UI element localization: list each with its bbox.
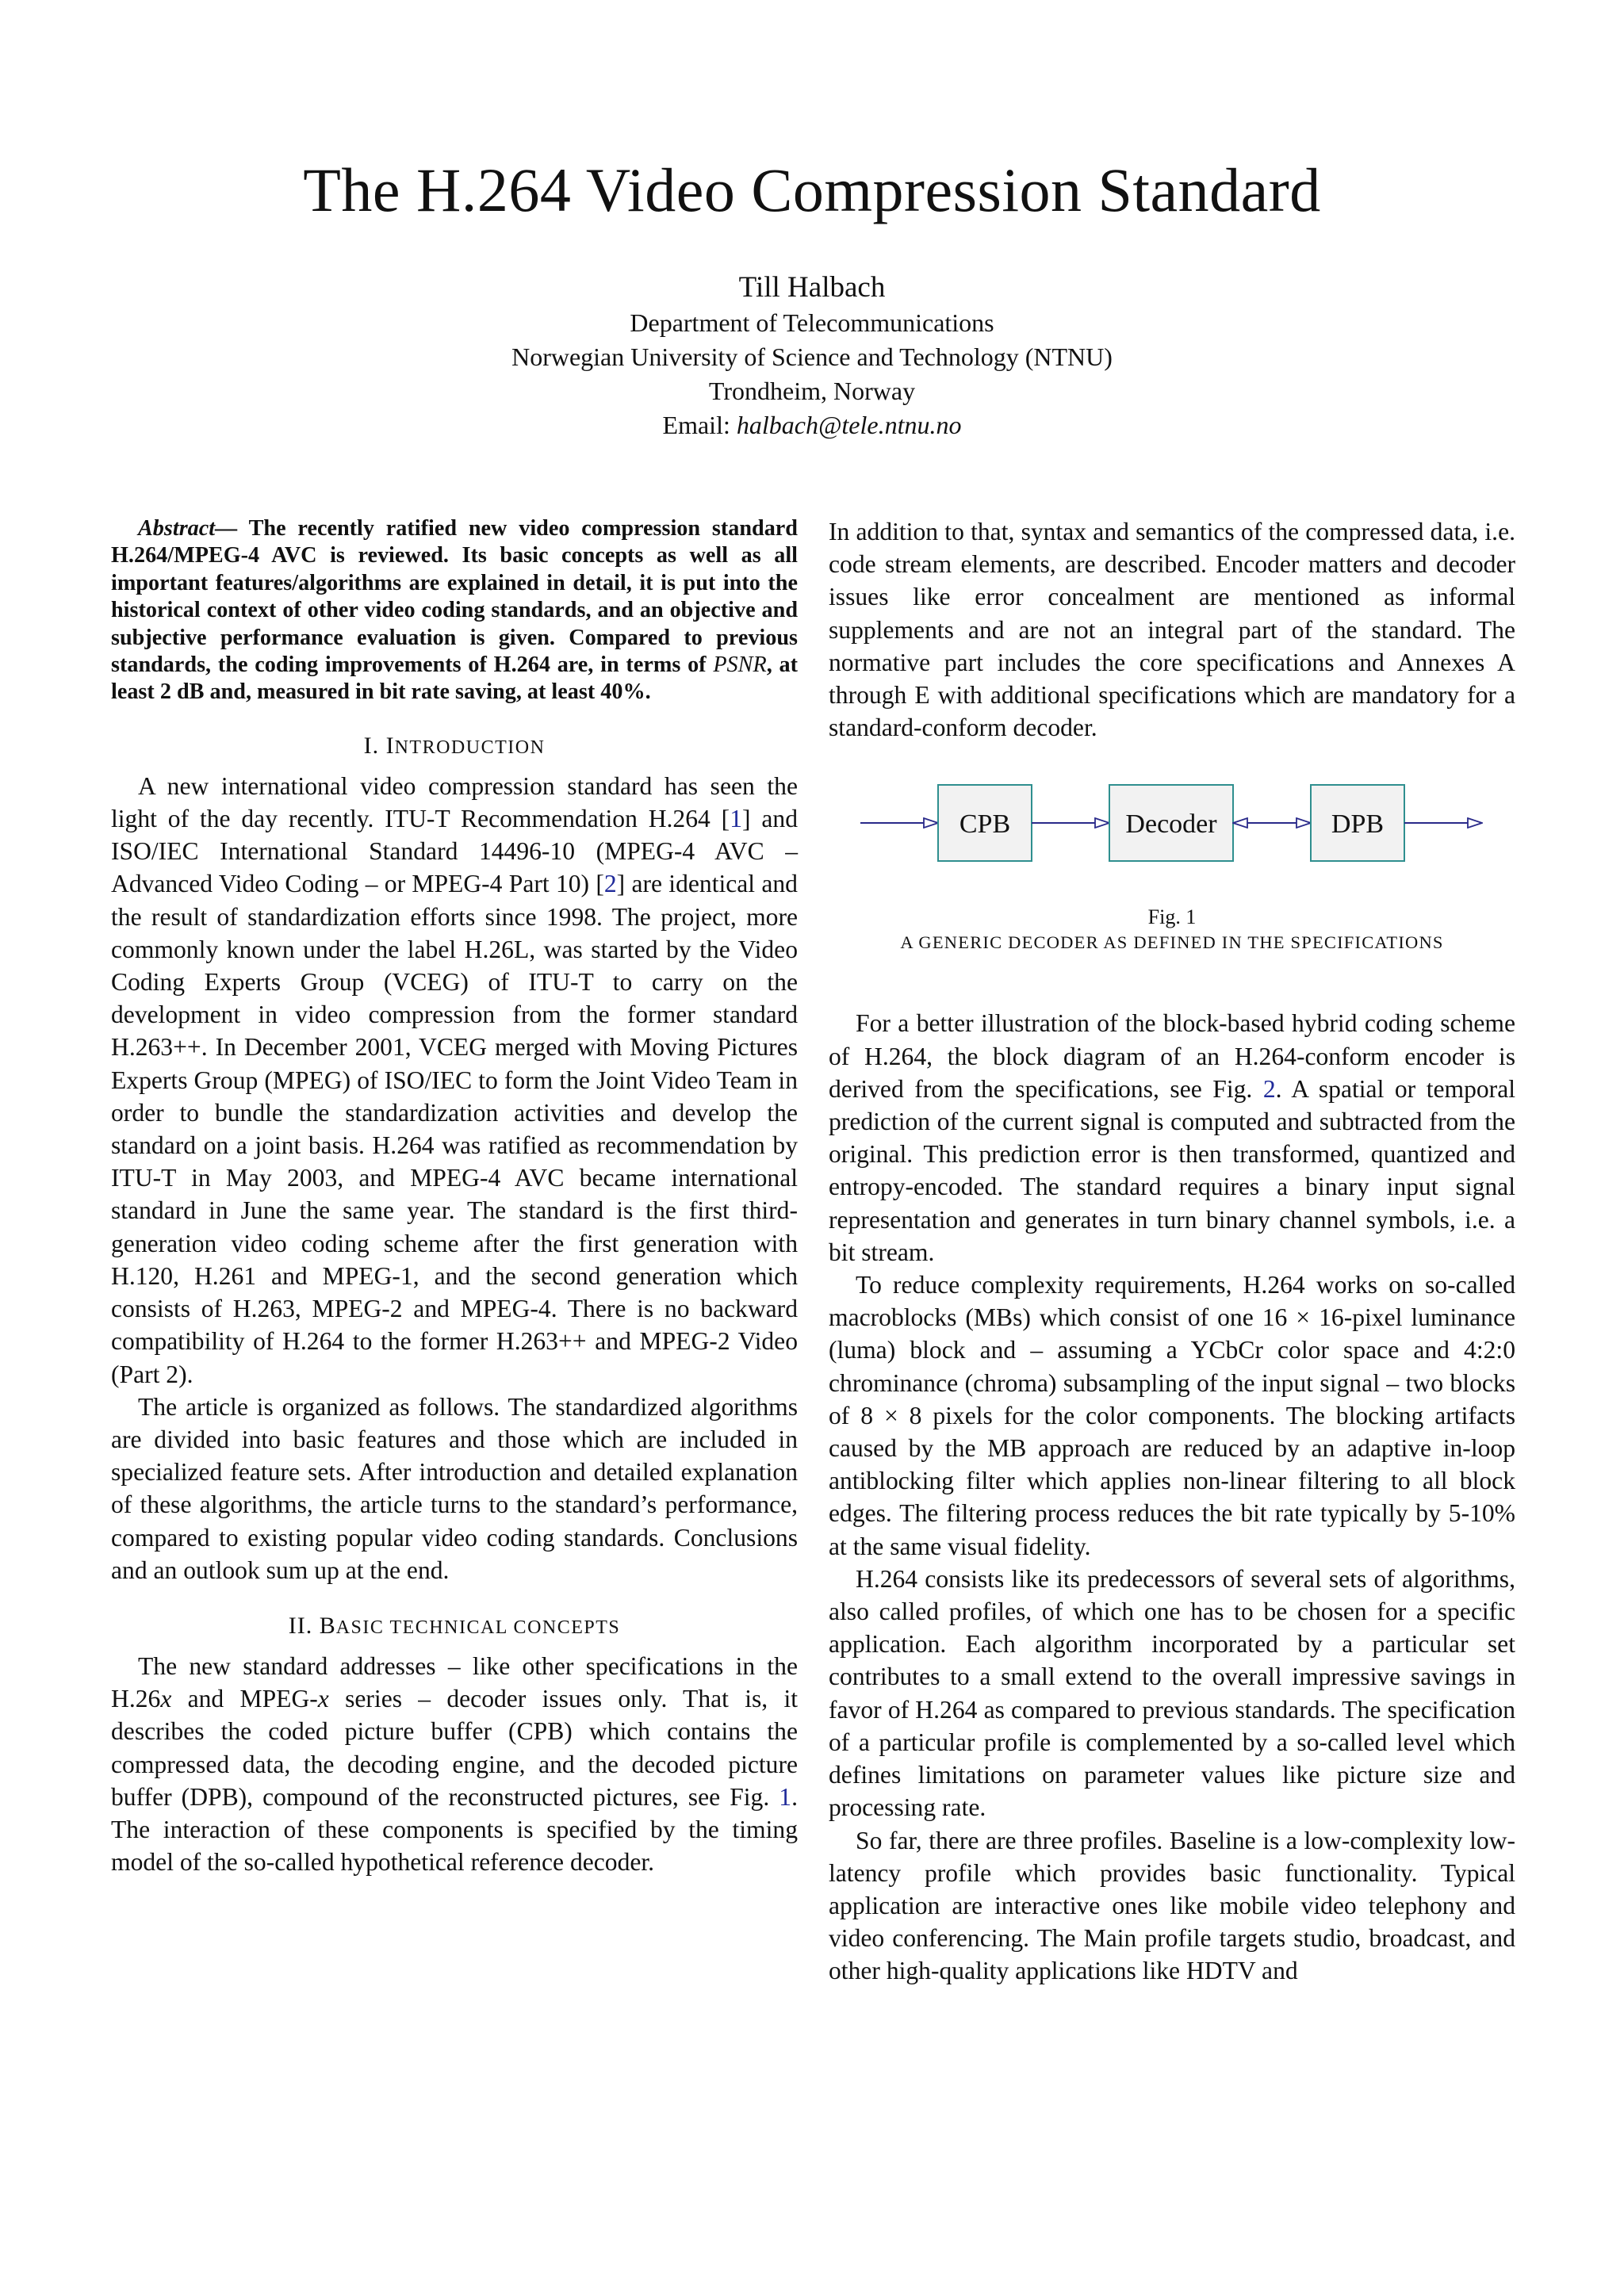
affiliation-department: Department of Telecommunications: [630, 308, 994, 337]
intro-paragraph-1: A new international video compression standard has seen the light of the day recently. ITU-T Recommendation H.264 [1] and ISO/IEC International Standard 14496-10 (MPEG-4 AVC – Advanced Video Coding – or MPEG-4 Part 10) [2] are identical and the result of standardization efforts since 1998. The project, more commonly known under the label H.26L, was started by the Video Coding Experts Group (VCEG) of ITU-T to carry on the development in video compression from the former standard H.263++. In December 2001, VCEG merged with Moving Pictures Experts Group (MPEG) of ISO/IEC to form the Joint Video Team in order to bundle the standardization activities and develop the standard on a joint basis. H.264 was ratified as recommendation by ITU-T in May 2003, and MPEG-4 AVC became international standard in June the same year. The standard is the first third-generation video coding scheme after the first generation with H.120, H.261 and MPEG-1, and the second generation which consists of H.263, MPEG-2 and MPEG-4. There is no backward compatibility of H.264 to the former H.263++ and MPEG-2 Video (Part 2).: [111, 771, 798, 1388]
author-email: [0, 408, 1624, 442]
left-column: [111, 515, 798, 1878]
figure-1-number: Fig. 1: [1147, 905, 1197, 929]
author-name: Till Halbach: [738, 271, 886, 304]
affiliation-location: Trondheim, Norway: [708, 377, 916, 405]
right-paragraph-3: To reduce complexity requirements, H.264 works on so-called macroblocks (MBs) which consist of one 16 × 16-pixel luminance (luma) block and – assuming a YCbCr color space and 4:2:0 chrominance (chroma) subsampling of the input signal – two blocks of 8 × 8 pixels for the color components. The blocking artifacts caused by the MB approach are reduced by an adaptive in-loop antiblocking filter which applies non-linear filtering to all block edges. The filtering process reduces the bit rate typically by 5-10% at the same visual fidelity.: [829, 1271, 1515, 1560]
email-address[interactable]: halbach@tele.ntnu.no: [736, 411, 962, 439]
affiliation-university: Norwegian University of Science and Technology (NTNU): [511, 342, 1113, 371]
citation-link-2[interactable]: 2: [603, 870, 617, 898]
right-column: [829, 515, 1515, 1988]
figure-1-diagram: [829, 761, 1515, 959]
abstract: [111, 515, 798, 706]
right-paragraph-4: H.264 consists like its predecessors of several sets of algorithms, also called profiles, of which one has to be chosen for a specific application. Each algorithm incorporated by a particular set contributes to a small extend to the overall impressive savings in favor of H.264 as compared to previous standards. The specification of a particular profile is complemented by a so-called level which defines limitations on parameter values like picture size and processing rate.: [829, 1564, 1515, 1822]
intro-paragraph-2: The article is organized as follows. The standardized algorithms are divided into basic features and those which are included in specialized feature sets. After introduction and detailed explanation of these algorithms, the article turns to the standard’s performance, compared to existing popular video coding standards. Conclusions and an outlook sum up at the end.: [111, 1392, 798, 1584]
abstract-psnr: PSNR: [713, 652, 767, 678]
email-label: Email:: [662, 411, 730, 439]
block-cpb-label: CPB: [959, 809, 1011, 840]
figure-link-2[interactable]: 2: [1262, 1074, 1276, 1103]
abstract-text-1: The recently ratified new video compression standard H.264/MPEG-4 AVC is reviewed. Its basic concepts as well as all important features/algorithms are explained in detail, it is put into the historical context of other video coding standards, and an objective and subjective performance evaluation is given. Compared to previous standards, the coding improvements of H.264 are, in terms of: [111, 516, 798, 678]
figure-1-caption: A GENERIC DECODER AS DEFINED IN THE SPECIFICATIONS: [900, 932, 1444, 953]
right-paragraph-2: For a better illustration of the block-based hybrid coding scheme of H.264, the block diagram of an H.264-conform encoder is derived from the specifications, see Fig. 2. A spatial or temporal prediction of the current signal is computed and subtracted from the original. This prediction error is then transformed, quantized and entropy-encoded. The standard requires a binary input signal representation and generates in turn binary channel symbols, i.e. a bit stream.: [829, 1009, 1515, 1266]
section-heading-introduction: I. INTRODUCTION: [363, 732, 546, 759]
decoder-diagram: [829, 761, 1515, 888]
block-dpb-label: DPB: [1331, 809, 1385, 840]
block-decoder-label: Decoder: [1125, 809, 1217, 840]
abstract-lead: Abstract—: [138, 516, 238, 541]
abstract-text-2: , at least 2 dB and, measured in bit rate saving, at least 40%.: [111, 652, 798, 705]
figure-link-1[interactable]: 1: [779, 1782, 792, 1811]
right-paragraph-5: So far, there are three profiles. Baseline is a low-complexity low-latency profile which provides basic functionality. Typical application are interactive ones like mobile video telephony and video conferencing. The Main profile targets studio, broadcast, and other high-quality applications like HDTV and: [829, 1826, 1515, 1985]
right-paragraph-1: In addition to that, syntax and semantics of the compressed data, i.e. code stream elements, are described. Encoder matters and decoder issues like error concealment are mentioned as informal supplements and are not an integral part of the standard. The normative part includes the core specifications and Annexes A through E with additional specifications which are mandatory for a standard-conform decoder.: [829, 518, 1515, 742]
paper-title: The H.264 Video Compression Standard: [303, 155, 1321, 224]
figure-spacer: [829, 959, 1515, 1007]
basic-paragraph-1: The new standard addresses – like other specifications in the H.26x and MPEG-x series – decoder issues only. That is, it describes the coded picture buffer (CPB) which contains the compressed data, the decoding engine, and the decoded picture buffer (DPB), compound of the reconstructed pictures, see Fig. 1. The interaction of these components is specified by the timing model of the so-called hypothetical reference decoder.: [111, 1651, 799, 1877]
citation-link-1[interactable]: 1: [730, 805, 742, 833]
author-block: [0, 270, 1624, 442]
section-heading-basic-concepts: II. BASIC TECHNICAL CONCEPTS: [288, 1612, 621, 1639]
